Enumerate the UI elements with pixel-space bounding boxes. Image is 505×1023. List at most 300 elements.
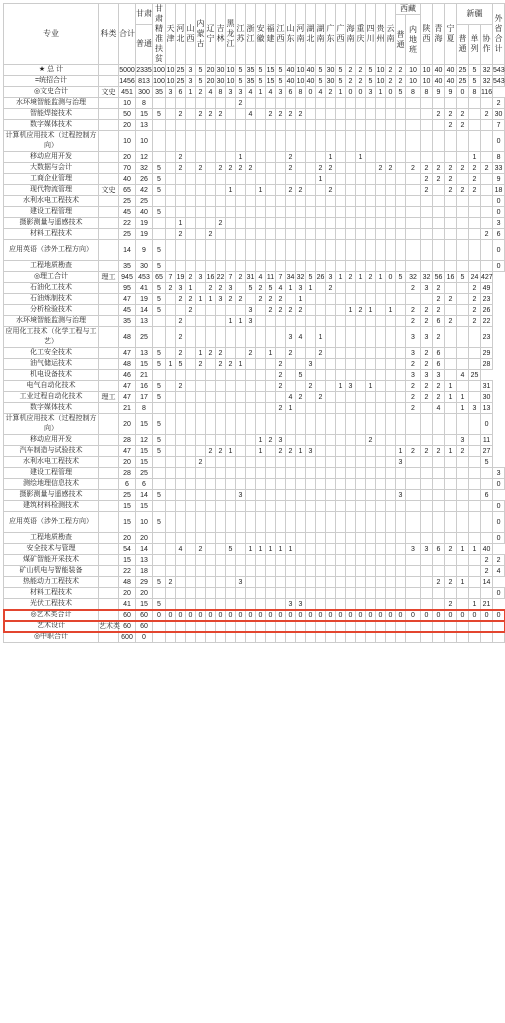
value-cell [153, 468, 166, 479]
value-cell [386, 98, 396, 109]
value-cell [316, 98, 326, 109]
value-cell: 1 [469, 152, 481, 163]
value-cell [396, 414, 406, 435]
value-cell [396, 196, 406, 207]
value-cell [346, 359, 356, 370]
value-cell [326, 403, 336, 414]
value-cell [376, 174, 386, 185]
major-cell: 化工安全技术 [4, 348, 99, 359]
value-cell [246, 457, 256, 468]
value-cell: 1 [445, 392, 457, 403]
value-cell [166, 479, 176, 490]
value-cell: 10 [119, 98, 136, 109]
value-cell [445, 283, 457, 294]
value-cell: 4 [457, 370, 469, 381]
value-cell [306, 294, 316, 305]
value-cell: 4 [176, 544, 186, 555]
value-cell: 0 [276, 610, 286, 621]
value-cell [216, 457, 226, 468]
value-cell [256, 174, 266, 185]
value-cell [276, 261, 286, 272]
value-cell [306, 435, 316, 446]
value-cell [469, 446, 481, 457]
value-cell [306, 414, 316, 435]
value-cell [266, 632, 276, 643]
table-row [4, 261, 505, 272]
major-cell: 建设工程管理 [4, 207, 99, 218]
value-cell [481, 261, 493, 272]
value-cell: 3 [306, 446, 316, 457]
value-cell [433, 414, 445, 435]
category-cell [99, 490, 119, 501]
value-cell [276, 577, 286, 588]
value-cell [366, 490, 376, 501]
value-cell: 28 [119, 435, 136, 446]
value-cell [346, 327, 356, 348]
header-xinjiang: 新疆 [457, 4, 493, 25]
category-cell [99, 294, 119, 305]
value-cell [266, 370, 276, 381]
value-cell: 2 [493, 555, 505, 566]
value-cell [186, 120, 196, 131]
value-cell [356, 218, 366, 229]
value-cell: 32 [406, 272, 421, 283]
value-cell [346, 185, 356, 196]
value-cell [326, 218, 336, 229]
value-cell: 10 [166, 77, 175, 85]
value-cell [306, 305, 316, 316]
table-row [4, 457, 505, 468]
value-cell [406, 566, 421, 577]
value-cell [457, 348, 469, 359]
value-cell: 10 [421, 76, 433, 87]
value-cell [469, 120, 481, 131]
value-cell [433, 131, 445, 152]
major-cell: ◎文史合计 [4, 87, 99, 98]
value-cell: 13 [136, 348, 153, 359]
value-cell [226, 599, 236, 610]
value-cell [306, 370, 316, 381]
value-cell: 2 [326, 87, 336, 98]
value-cell [246, 240, 256, 261]
value-cell [386, 294, 396, 305]
category-cell [99, 501, 119, 512]
major-cell: 安全技术与管理 [4, 544, 99, 555]
value-cell: 46 [119, 370, 136, 381]
value-cell [316, 218, 326, 229]
value-cell [186, 599, 196, 610]
value-cell [326, 207, 336, 218]
value-cell [445, 435, 457, 446]
value-cell [326, 305, 336, 316]
value-cell [326, 392, 336, 403]
value-cell [356, 490, 366, 501]
table-row [4, 610, 505, 621]
value-cell [306, 632, 316, 643]
value-cell [316, 120, 326, 131]
value-cell [196, 490, 206, 501]
value-cell [266, 381, 276, 392]
value-cell [256, 533, 266, 544]
value-cell [306, 588, 316, 599]
value-cell [386, 501, 396, 512]
value-cell [216, 207, 226, 218]
value-cell: 3 [166, 87, 176, 98]
value-cell [346, 490, 356, 501]
value-cell [336, 403, 346, 414]
value-cell: 65 [119, 185, 136, 196]
value-cell [469, 359, 481, 370]
value-cell [386, 196, 396, 207]
value-cell [433, 468, 445, 479]
value-cell [356, 348, 366, 359]
value-cell [226, 632, 236, 643]
value-cell [366, 120, 376, 131]
value-cell [469, 577, 481, 588]
value-cell: 2 [421, 359, 433, 370]
value-cell [481, 120, 493, 131]
value-cell [153, 533, 166, 544]
value-cell: 5 [236, 65, 246, 76]
value-cell [481, 207, 493, 218]
value-cell [336, 327, 346, 348]
value-cell [386, 120, 396, 131]
value-cell [346, 555, 356, 566]
value-cell [196, 207, 206, 218]
value-cell [306, 457, 316, 468]
value-cell [376, 490, 386, 501]
value-cell: 56 [433, 272, 445, 283]
value-cell [457, 599, 469, 610]
value-cell [216, 490, 226, 501]
value-cell: 60 [136, 621, 153, 632]
value-cell [457, 327, 469, 348]
value-cell [186, 621, 196, 632]
value-cell: 1 [296, 446, 306, 457]
value-cell [276, 120, 286, 131]
table-header [4, 4, 505, 65]
value-cell: 1 [226, 446, 236, 457]
value-cell: 6 [493, 229, 505, 240]
value-cell: 1 [166, 359, 176, 370]
category-cell: 艺术类 [99, 621, 119, 632]
value-cell [356, 120, 366, 131]
value-cell: 1 [246, 544, 256, 555]
value-cell [356, 457, 366, 468]
value-cell: 5 [153, 185, 166, 196]
value-cell: 2 [216, 218, 226, 229]
value-cell: 1 [206, 294, 216, 305]
table-row [4, 479, 505, 490]
value-cell [396, 163, 406, 174]
category-cell [99, 414, 119, 435]
value-cell [376, 381, 386, 392]
value-cell [306, 468, 316, 479]
value-cell [166, 381, 176, 392]
major-cell: 大数据与会计 [4, 163, 99, 174]
value-cell [206, 359, 216, 370]
value-cell: 0 [186, 610, 196, 621]
category-cell [99, 468, 119, 479]
value-cell: 2 [433, 577, 445, 588]
value-cell: 2 [216, 359, 226, 370]
value-cell: 2 [276, 370, 286, 381]
value-cell [276, 599, 286, 610]
value-cell [216, 305, 226, 316]
value-cell: 26 [316, 273, 325, 281]
value-cell [366, 294, 376, 305]
value-cell [186, 261, 196, 272]
value-cell: 2 [266, 435, 276, 446]
value-cell [457, 566, 469, 577]
value-cell [176, 588, 186, 599]
value-cell [469, 468, 481, 479]
value-cell [346, 566, 356, 577]
value-cell [316, 359, 326, 370]
category-cell [99, 163, 119, 174]
value-cell: 4 [266, 87, 276, 98]
value-cell: 5 [153, 261, 166, 272]
value-cell: 2 [176, 327, 186, 348]
value-cell [326, 533, 336, 544]
value-cell [445, 501, 457, 512]
value-cell [316, 261, 326, 272]
value-cell: 0 [286, 610, 296, 621]
value-cell [376, 632, 386, 643]
value-cell: 5 [236, 76, 246, 87]
category-cell [99, 555, 119, 566]
value-cell: 1 [286, 544, 296, 555]
value-cell: 100 [153, 66, 165, 74]
value-cell [266, 327, 276, 348]
value-cell: 1 [356, 272, 366, 283]
value-cell: 1 [376, 272, 386, 283]
value-cell [445, 566, 457, 577]
value-cell [469, 392, 481, 403]
value-cell: 40 [119, 174, 136, 185]
value-cell [306, 501, 316, 512]
table-row [4, 588, 505, 599]
value-cell [306, 196, 316, 207]
value-cell [296, 152, 306, 163]
value-cell [396, 348, 406, 359]
value-cell: 2 [266, 294, 276, 305]
value-cell [256, 566, 266, 577]
value-cell [236, 501, 246, 512]
value-cell [406, 152, 421, 163]
value-cell: 15 [136, 599, 153, 610]
header-waisheng: 外省合计 [493, 4, 505, 65]
major-cell: ◎理工合计 [4, 272, 99, 283]
value-cell [376, 152, 386, 163]
value-cell [336, 359, 346, 370]
value-cell [406, 490, 421, 501]
value-cell [336, 196, 346, 207]
value-cell: 5 [153, 599, 166, 610]
value-cell [236, 327, 246, 348]
table-row [4, 152, 505, 163]
value-cell [457, 359, 469, 370]
value-cell [276, 632, 286, 643]
value-cell [266, 196, 276, 207]
value-cell [326, 381, 336, 392]
value-cell [396, 98, 406, 109]
value-cell [176, 512, 186, 533]
value-cell [386, 185, 396, 196]
value-cell [226, 577, 236, 588]
value-cell [166, 327, 176, 348]
value-cell [256, 152, 266, 163]
value-cell: 26 [136, 174, 153, 185]
value-cell: 3 [276, 87, 286, 98]
value-cell: 5 [276, 65, 286, 76]
value-cell [421, 490, 433, 501]
value-cell [356, 294, 366, 305]
value-cell [366, 229, 376, 240]
value-cell: 2 [469, 163, 481, 174]
value-cell [457, 414, 469, 435]
value-cell: 0 [206, 610, 216, 621]
value-cell: 0 [481, 610, 493, 621]
value-cell: 4 [246, 87, 256, 98]
value-cell [236, 185, 246, 196]
value-cell [206, 185, 216, 196]
value-cell [216, 588, 226, 599]
value-cell [296, 120, 306, 131]
value-cell [457, 98, 469, 109]
value-cell [386, 599, 396, 610]
value-cell [286, 577, 296, 588]
value-cell: 2 [216, 163, 226, 174]
value-cell [433, 261, 445, 272]
value-cell: 54 [119, 544, 136, 555]
value-cell: 30 [326, 66, 335, 74]
value-cell [356, 577, 366, 588]
value-cell [286, 218, 296, 229]
value-cell [316, 512, 326, 533]
value-cell [336, 316, 346, 327]
value-cell: 2 [226, 359, 236, 370]
value-cell [376, 392, 386, 403]
value-cell [346, 283, 356, 294]
value-cell [326, 174, 336, 185]
value-cell [276, 185, 286, 196]
value-cell: 3 [326, 272, 336, 283]
value-cell [206, 566, 216, 577]
major-cell: 工程地质勘查 [4, 533, 99, 544]
value-cell [166, 152, 176, 163]
value-cell [196, 621, 206, 632]
value-cell: 3 [176, 283, 186, 294]
value-cell [445, 512, 457, 533]
value-cell: 2 [396, 76, 406, 87]
value-cell [186, 457, 196, 468]
value-cell: 2 [176, 163, 186, 174]
value-cell [316, 414, 326, 435]
value-cell [296, 403, 306, 414]
value-cell [457, 174, 469, 185]
value-cell [469, 588, 481, 599]
value-cell [216, 544, 226, 555]
value-cell [166, 98, 176, 109]
value-cell [176, 392, 186, 403]
value-cell [406, 588, 421, 599]
value-cell [457, 283, 469, 294]
value-cell [236, 446, 246, 457]
value-cell [206, 512, 216, 533]
value-cell [246, 435, 256, 446]
value-cell [445, 588, 457, 599]
value-cell [336, 185, 346, 196]
value-cell [376, 348, 386, 359]
value-cell: 0 [306, 87, 316, 98]
major-cell: 摄影测量与遥感技术 [4, 490, 99, 501]
value-cell [153, 566, 166, 577]
table-row [4, 555, 505, 566]
value-cell: 2 [445, 294, 457, 305]
value-cell: 35 [246, 66, 255, 74]
value-cell [306, 490, 316, 501]
value-cell [166, 566, 176, 577]
value-cell [236, 555, 246, 566]
value-cell [366, 283, 376, 294]
header-xj-general: 普通 [457, 24, 469, 65]
value-cell: 4 [246, 109, 256, 120]
value-cell [196, 446, 206, 457]
value-cell [286, 240, 296, 261]
value-cell [433, 621, 445, 632]
value-cell [296, 577, 306, 588]
value-cell [276, 98, 286, 109]
value-cell: 25 [119, 196, 136, 207]
value-cell [186, 174, 196, 185]
value-cell: 2 [296, 185, 306, 196]
value-cell [256, 229, 266, 240]
value-cell: 20 [119, 152, 136, 163]
value-cell [356, 196, 366, 207]
value-cell: 15 [266, 77, 275, 85]
value-cell: 25 [119, 490, 136, 501]
value-cell: 32 [136, 163, 153, 174]
value-cell [256, 392, 266, 403]
value-cell [326, 468, 336, 479]
value-cell [469, 457, 481, 468]
value-cell: 15 [136, 457, 153, 468]
value-cell [256, 207, 266, 218]
value-cell [206, 370, 216, 381]
value-cell: 2 [469, 294, 481, 305]
value-cell [246, 414, 256, 435]
value-cell [196, 327, 206, 348]
value-cell [445, 359, 457, 370]
value-cell: 8 [469, 87, 481, 98]
value-cell [481, 218, 493, 229]
value-cell [166, 109, 176, 120]
value-cell [356, 403, 366, 414]
value-cell [276, 163, 286, 174]
value-cell [266, 229, 276, 240]
value-cell [286, 370, 296, 381]
table-row [4, 381, 505, 392]
value-cell [306, 229, 316, 240]
value-cell [176, 446, 186, 457]
value-cell [376, 359, 386, 370]
value-cell: 2 [246, 348, 256, 359]
value-cell [469, 621, 481, 632]
value-cell [176, 621, 186, 632]
value-cell: 2 [406, 392, 421, 403]
value-cell: 14 [481, 577, 493, 588]
